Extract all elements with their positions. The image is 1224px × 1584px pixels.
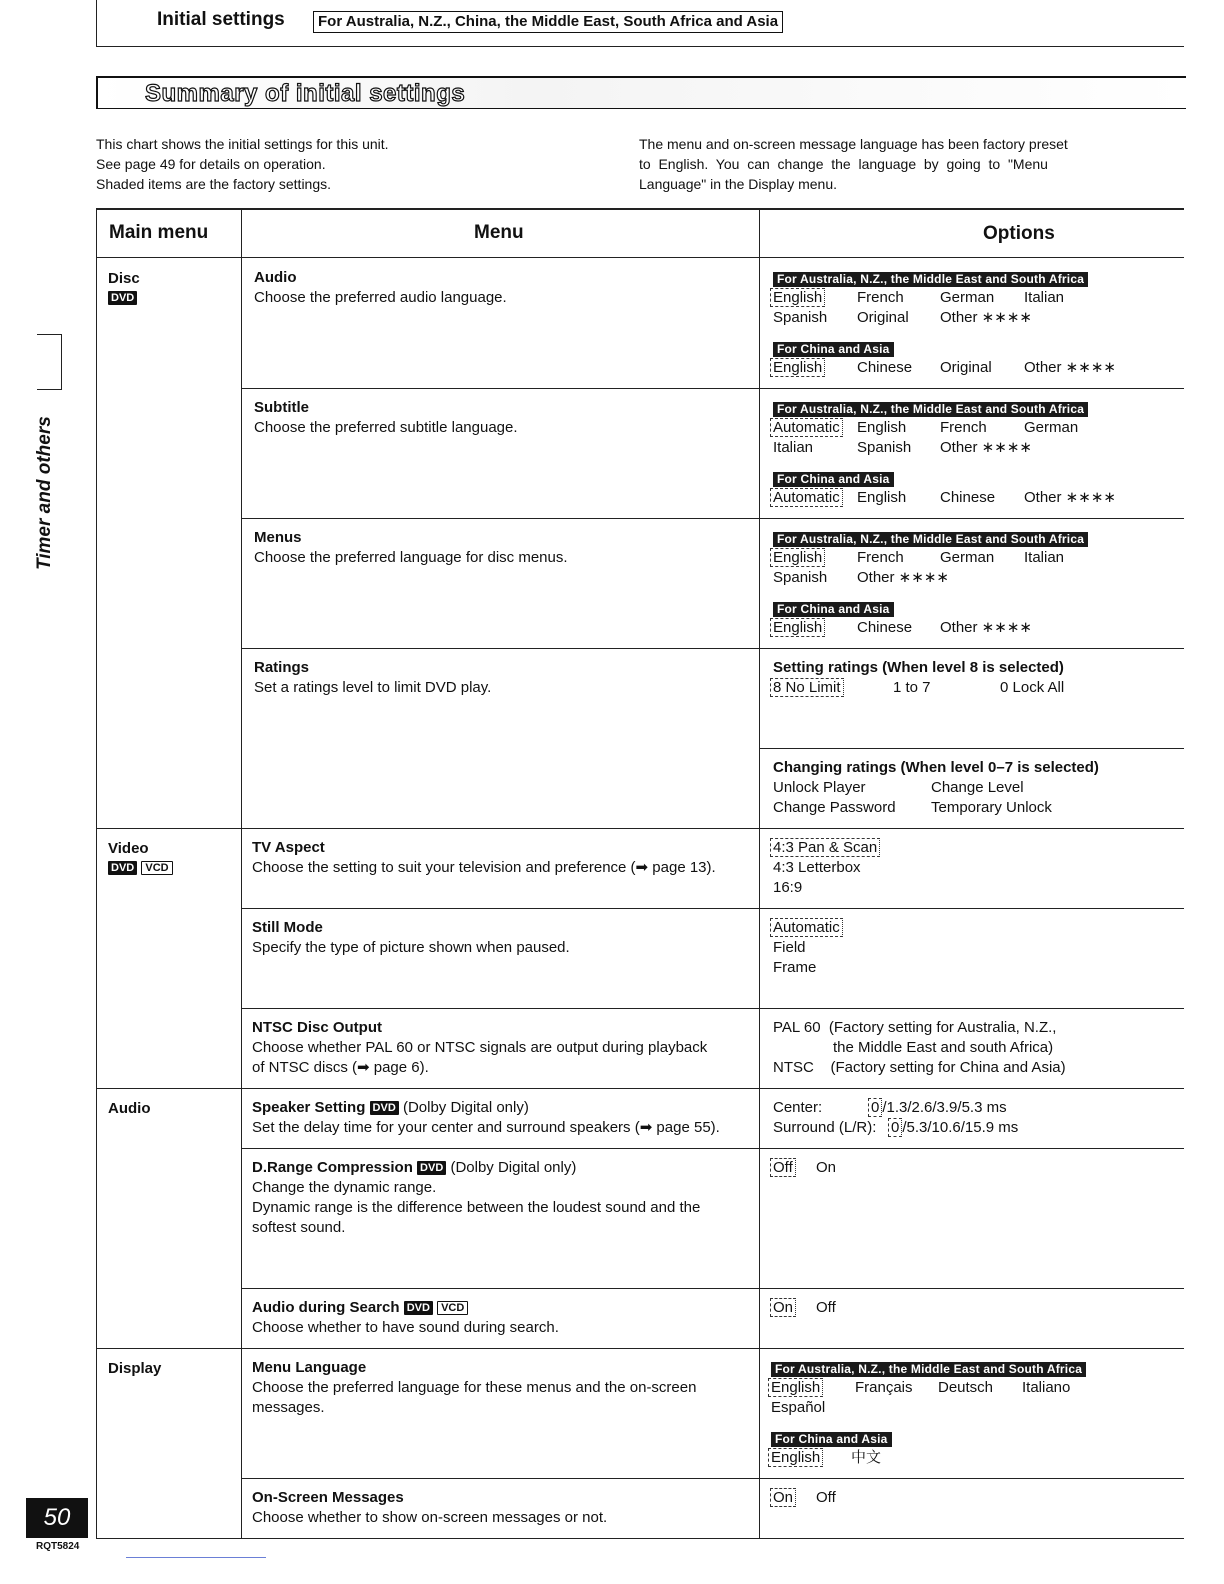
audio-aus-options: English French German Italian <box>773 288 825 308</box>
ratings-change-title: Changing ratings (When level 0–7 is selected) <box>773 759 1099 776</box>
search-options: On Off <box>773 1298 796 1318</box>
col-main-menu: Main menu <box>109 222 209 243</box>
drange-item: D.Range Compression DVD (Dolby Digital only) Change the dynamic range. Dynamic range is the difference between the loudest sound and the softest sound. <box>252 1159 701 1236</box>
ratings-set-title: Setting ratings (When level 8 is selected) <box>773 659 1064 676</box>
region-tag-aus: For Australia, N.Z., the Middle East and South Africa <box>773 402 1088 417</box>
dvd-badge: DVD <box>404 1301 433 1315</box>
ntsc-options: PAL 60 (Factory setting for Australia, N.Z., the Middle East and south Africa) NTSC (Factory setting for China and Asia) <box>773 1019 1066 1076</box>
page-header-title: Initial settings <box>157 9 285 30</box>
vcd-badge: VCD <box>141 861 172 875</box>
menu-lang-item: Menu Language Choose the preferred language for these menus and the on-screen messages. <box>252 1359 697 1416</box>
menus-aus-options: English French German Italian <box>773 548 825 568</box>
main-display: Display <box>108 1360 162 1377</box>
intro-right: The menu and on-screen message language has been factory preset to English. You can change the language by going to "Menu Language" in the Display menu. <box>639 136 1068 192</box>
speaker-item: Speaker Setting DVD (Dolby Digital only) Set the delay time for your center and surround speakers (➡ page 55). <box>252 1099 720 1136</box>
region-tag-aus: For Australia, N.Z., the Middle East and South Africa <box>771 1362 1086 1377</box>
col-menu: Menu <box>474 222 524 243</box>
menus-item: Menus Choose the preferred language for disc menus. <box>254 529 568 566</box>
main-video: Video DVD VCD <box>108 840 173 876</box>
dvd-badge: DVD <box>108 861 137 875</box>
region-tag-china: For China and Asia <box>773 472 894 487</box>
bottom-rule <box>126 1557 266 1558</box>
page-number: 50 <box>26 1498 88 1538</box>
subtitle-item: Subtitle Choose the preferred subtitle language. <box>254 399 518 436</box>
audio-lang-item: Audio Choose the preferred audio language. <box>254 269 507 306</box>
speaker-options: Center: 0 /1.3/2.6/3.9/5.3 ms Surround (L/R): 0 /5.3/10.6/15.9 ms <box>773 1099 1019 1136</box>
settings-table <box>96 208 1184 1538</box>
menus-aus-options-2: Spanish Other ∗∗∗∗ <box>773 569 949 586</box>
col-options: Options <box>983 223 1055 244</box>
audio-china-options: English Chinese Original Other ∗∗∗∗ <box>773 358 825 378</box>
osd-options: On Off <box>773 1488 796 1508</box>
header-region-box: For Australia, N.Z., China, the Middle East, South Africa and Asia <box>313 11 783 33</box>
ntsc-item: NTSC Disc Output Choose whether PAL 60 or NTSC signals are output during playback of NTSC discs (➡ page 6). <box>252 1019 708 1076</box>
menu-lang-china-options: English 中文 <box>771 1448 823 1468</box>
search-item: Audio during Search DVD VCD Choose whether to have sound during search. <box>252 1299 559 1336</box>
tv-aspect-item: TV Aspect Choose the setting to suit your television and preference (➡ page 13). <box>252 839 716 876</box>
tv-aspect-options: 4:3 Pan & Scan 4:3 Letterbox 16:9 <box>773 838 880 898</box>
drange-options: Off On <box>773 1158 796 1178</box>
header-rule <box>96 46 1184 47</box>
still-mode-options: Automatic Field Frame <box>773 918 843 978</box>
region-tag-china: For China and Asia <box>771 1432 892 1447</box>
ratings-change-options: Unlock Player Change Level <box>773 779 1024 796</box>
side-label: Timer and others <box>34 416 55 570</box>
audio-aus-options-2: Spanish Original Other ∗∗∗∗ <box>773 309 1032 326</box>
ratings-set-options: 8 No Limit 1 to 7 0 Lock All <box>773 678 844 698</box>
ratings-change-options-2: Change Password Temporary Unlock <box>773 799 1052 816</box>
subtitle-aus-options-2: Italian Spanish Other ∗∗∗∗ <box>773 439 1032 456</box>
main-audio: Audio <box>108 1100 151 1117</box>
region-tag-china: For China and Asia <box>773 342 894 357</box>
ratings-item: Ratings Set a ratings level to limit DVD play. <box>254 659 492 696</box>
dvd-badge: DVD <box>108 291 137 305</box>
region-tag-aus: For Australia, N.Z., the Middle East and South Africa <box>773 272 1088 287</box>
main-disc: Disc DVD <box>108 270 140 305</box>
side-tab-box <box>37 334 62 390</box>
dvd-badge: DVD <box>370 1101 399 1115</box>
region-tag-aus: For Australia, N.Z., the Middle East and South Africa <box>773 532 1088 547</box>
doc-code: RQT5824 <box>36 1541 80 1552</box>
menus-china-options: English Chinese Other ∗∗∗∗ <box>773 618 825 638</box>
header-divider <box>96 0 97 46</box>
section-title: Summary of initial settings <box>145 80 466 107</box>
subtitle-aus-options: Automatic English French German <box>773 418 843 438</box>
dvd-badge: DVD <box>417 1161 446 1175</box>
osd-item: On-Screen Messages Choose whether to show on-screen messages or not. <box>252 1489 608 1526</box>
still-mode-item: Still Mode Specify the type of picture shown when paused. <box>252 919 570 956</box>
menu-lang-aus-options-2: Español <box>771 1399 826 1416</box>
menu-lang-aus-options: English Français Deutsch Italiano <box>771 1378 823 1398</box>
subtitle-china-options: Automatic English Chinese Other ∗∗∗∗ <box>773 488 843 508</box>
vcd-badge: VCD <box>437 1301 468 1315</box>
region-tag-china: For China and Asia <box>773 602 894 617</box>
intro-left: This chart shows the initial settings for this unit. See page 49 for details on operation. Shaded items are the factory settings. <box>96 136 389 192</box>
